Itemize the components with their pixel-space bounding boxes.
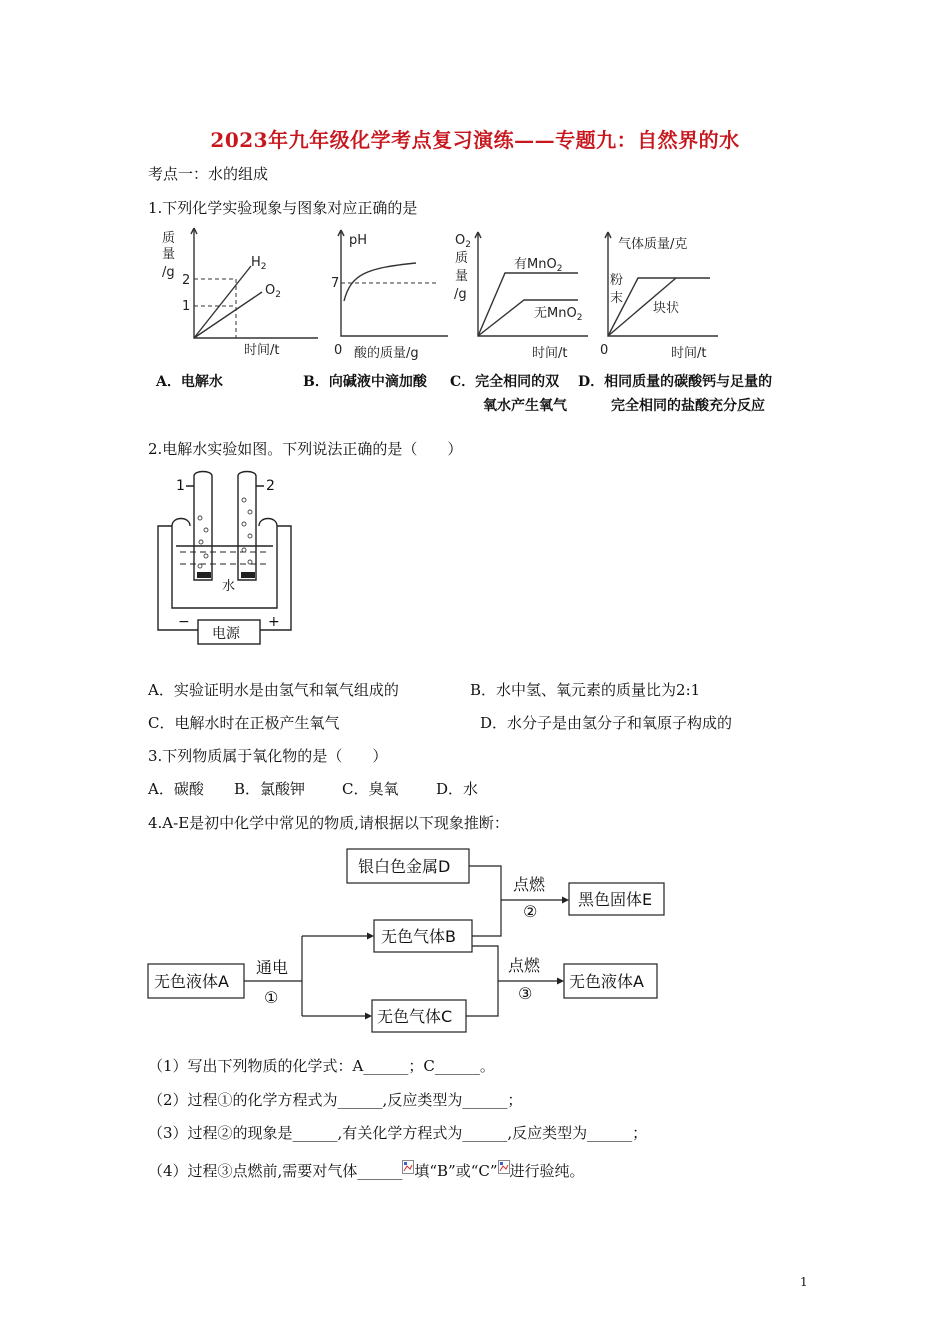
broken-image-icon [402,1160,414,1178]
arrow-to-b [367,933,374,940]
svg-text:③: ③ [518,984,533,1003]
svg-text:有MnO2: 有MnO$_2$ [514,257,563,274]
page-number: 1 [800,1275,808,1289]
graphC-with-line [478,273,578,336]
svg-text:点燃: 点燃 [508,956,541,975]
electrolysis-figure [150,468,300,653]
svg-text:时间/t: 时间/t [244,343,280,358]
svg-text:0: 0 [600,343,609,358]
svg-text:块状: 块状 [653,301,680,316]
q4-sub1: （1）写出下列物质的化学式：A______；C______。 [148,1057,495,1075]
svg-text:水: 水 [222,579,236,594]
graphA-axes [194,228,318,338]
svg-text:量: 量 [455,269,469,284]
q2-stem: 2.电解水实验如图。下列说法正确的是（ ） [148,440,463,458]
svg-text:点燃: 点燃 [513,875,546,894]
svg-text:②: ② [523,902,538,921]
arrow-to-a2 [557,978,564,985]
q4-sub4-part1: （4）过程③点燃前,需要对气体______ [148,1162,403,1180]
svg-text:+: + [268,614,280,630]
q4-sub4-part3: 进行验纯。 [509,1162,585,1180]
svg-text:−: − [178,614,190,630]
graphA-o2-line [194,292,262,338]
graphA-h2-line [194,266,251,338]
svg-text:末: 末 [610,291,624,306]
svg-text:1: 1 [176,478,185,494]
svg-text:2: 2 [266,478,275,494]
q1-caption-c2: 氧水产生氧气 [483,398,567,414]
svg-text:7: 7 [331,276,340,291]
q4-flowchart [146,845,666,1040]
graphA-ylabel: 质 [162,231,176,246]
q2-option-a: A．实验证明水是由氢气和氧气组成的 [148,681,399,699]
svg-text:粉: 粉 [610,273,624,288]
q2-option-b: B．水中氢、氧元素的质量比为2:1 [470,681,701,699]
svg-text:电源: 电源 [212,626,240,642]
svg-text:无MnO2: 无MnO$_2$ [534,306,583,323]
q1-caption-d1: D．相同质量的碳酸钙与足量的 [578,374,773,390]
q3-stem: 3.下列物质属于氧化物的是（ ） [148,747,388,765]
svg-text:H2: $H_2$ [251,255,267,272]
svg-text:银白色金属D: 银白色金属D [358,857,451,876]
q4-sub4 [148,1160,585,1181]
svg-text:pH: pH [349,233,368,248]
svg-text:①: ① [264,988,279,1007]
q3-option-c: C．臭氧 [342,780,399,798]
graphB-curve [344,263,416,301]
q4-sub3: （3）过程②的现象是______,有关化学方程式为______,反应类型为______； [148,1124,648,1142]
svg-text:时间/t: 时间/t [532,346,568,361]
svg-text:1: 1 [182,299,191,314]
q4-stem: 4.A-E是初中化学中常见的物质,请根据以下现象推断： [148,814,509,832]
svg-text:O2: $O_2$ [455,233,471,250]
svg-text:无色气体C: 无色气体C [377,1007,453,1026]
svg-text:时间/t: 时间/t [671,346,707,361]
svg-text:酸的质量/g: 酸的质量/g [354,346,419,361]
q2-option-d: D．水分子是由氢分子和氧原子构成的 [480,714,733,732]
q1-caption-d2: 完全相同的盐酸充分反应 [611,398,765,414]
svg-text:气体质量/克: 气体质量/克 [618,237,688,252]
svg-text:量: 量 [162,247,176,262]
q4-sub4-part2: 填“B”或“C” [414,1162,498,1180]
svg-text:无色液体A: 无色液体A [154,972,229,991]
q3-option-b: B．氯酸钾 [234,780,306,798]
svg-text:黑色固体E: 黑色固体E [578,890,653,909]
svg-text:质: 质 [455,251,469,266]
svg-text:/g: /g [454,287,467,302]
svg-text:通电: 通电 [256,958,289,977]
q3-option-a: A．碳酸 [148,780,204,798]
arrow-to-e [562,897,569,904]
q1-caption-a: A．电解水 [156,374,223,390]
q3-option-d: D．水 [436,780,479,798]
arrow-to-c [365,1013,372,1020]
page-title: 2023年九年级化学考点复习演练——专题九：自然界的水 [210,128,740,152]
q1-caption-c1: C．完全相同的双 [450,374,560,390]
svg-text:O2: $O_2$ [265,283,281,300]
svg-text:2: 2 [182,273,191,288]
section-heading: 考点一：水的组成 [148,165,269,183]
q1-caption-b: B．向碱液中滴加酸 [303,374,427,390]
q1-graphs [148,226,818,366]
q1-stem: 1.下列化学实验现象与图象对应正确的是 [148,199,418,217]
q4-sub2: （2）过程①的化学方程式为______,反应类型为______； [148,1091,523,1109]
broken-image-icon [498,1160,510,1178]
q2-option-c: C．电解水时在正极产生氧气 [148,714,340,732]
svg-text:无色液体A: 无色液体A [569,972,644,991]
svg-text:无色气体B: 无色气体B [381,927,456,946]
svg-text:/g: /g [162,265,175,280]
svg-text:0: 0 [334,343,343,358]
trough [172,526,277,608]
